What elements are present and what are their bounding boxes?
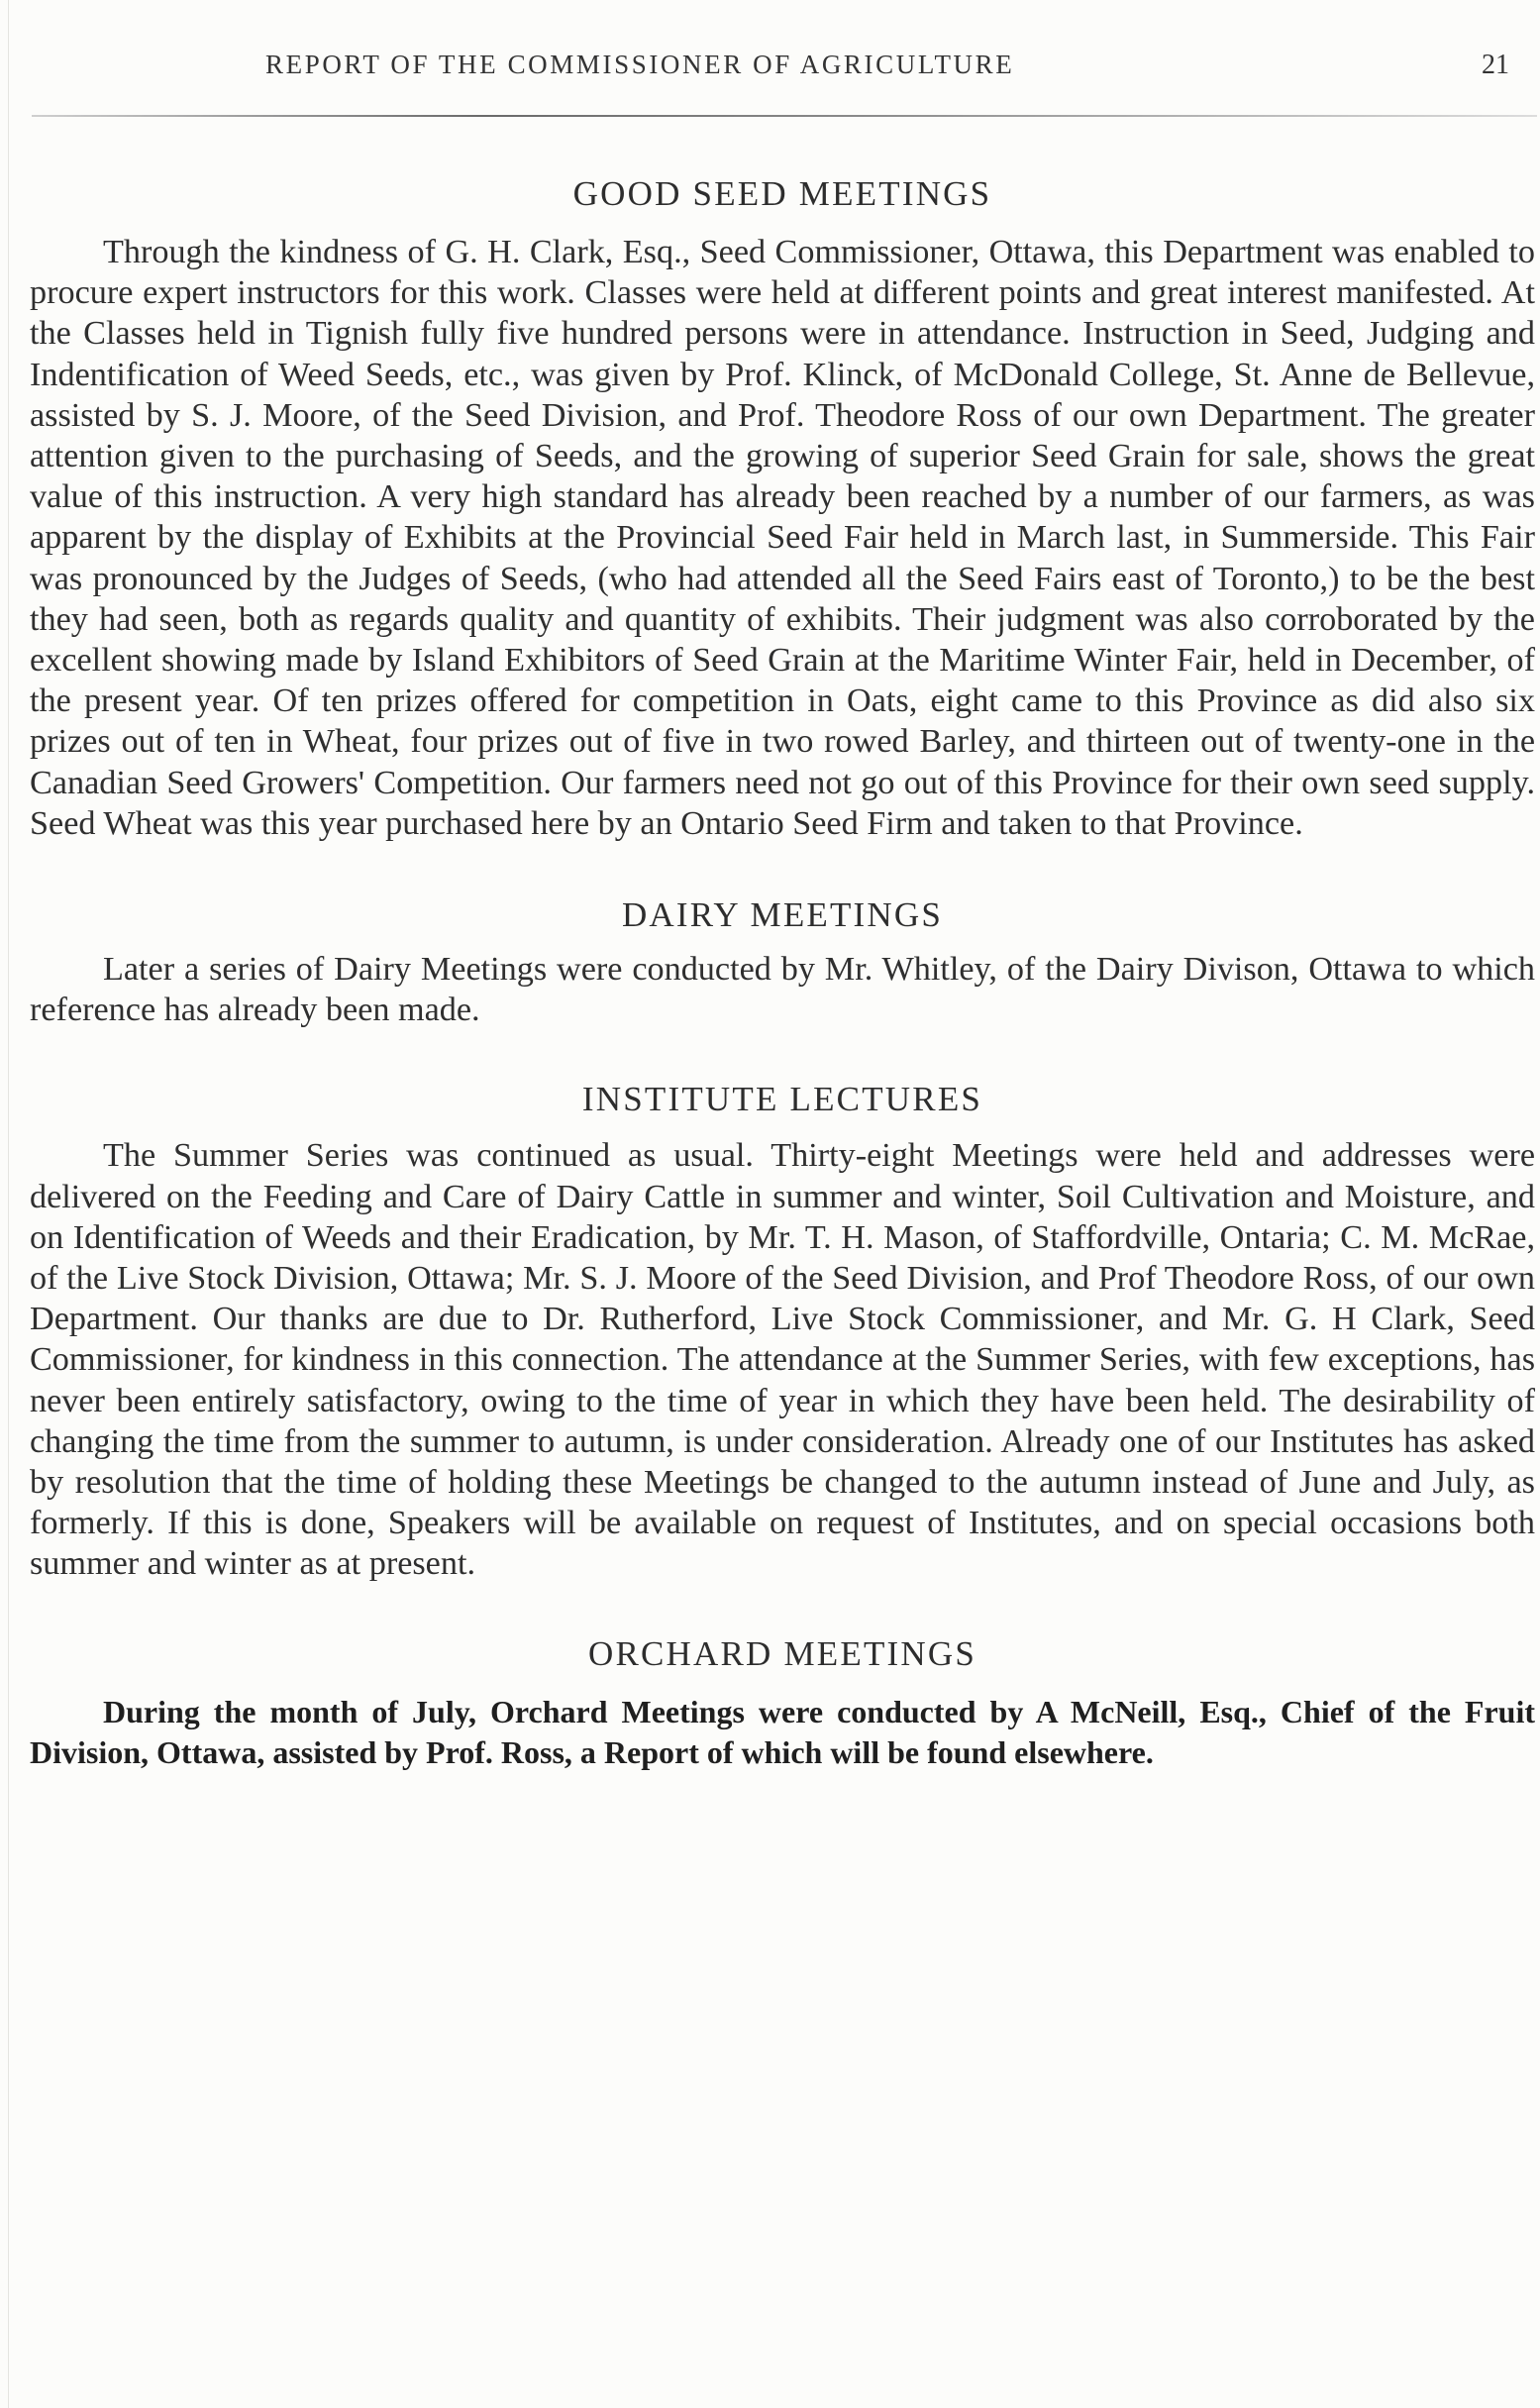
page-edge-line [8, 0, 9, 2408]
page-content [30, 158, 1535, 1773]
section-heading: GOOD SEED MEETINGS [572, 174, 992, 213]
section-heading: DAIRY MEETINGS [621, 895, 944, 935]
section-body: During the month of July, Orchard Meetings were conducted by A McNeill, Esq., Chief of the Fruit Division, Ottawa, assisted by Prof. Ross, a Report of which will be found elsewhere. [30, 1693, 1535, 1770]
header-divider [32, 115, 1537, 117]
section-heading: INSTITUTE LECTURES [581, 1080, 983, 1119]
section-body: Later a series of Dairy Meetings were conducted by Mr. Whitley, of the Dairy Divison, Ottawa to which reference has already been made. [30, 951, 1535, 1029]
running-head [0, 50, 1540, 89]
section-good-seed-meetings [30, 170, 1535, 844]
page-number: 21 [1482, 50, 1509, 80]
running-head-title: REPORT OF THE COMMISSIONER OF AGRICULTURE [265, 50, 1015, 79]
section-body: Through the kindness of G. H. Clark, Esq., Seed Commissioner, Ottawa, this Department was enabled to procure expert instructors for this work. Classes were held at different points and great interest manifested. At the Classes held in Tignish fully five hundred persons were in attendance. Instruction in Seed, Judging and Indentification of Weed Seeds, etc., was given by Prof. Klinck, of McDonald College, St. Anne de Bellevue, assisted by S. J. Moore, of the Seed Division, and Prof. Theodore Ross of our own Department. The greater attention given to the purchasing of Seeds, and the growing of superior Seed Grain for sale, shows the great value of this instruction. A very high standard has already been reached by a number of our farmers, as was apparent by the display of Exhibits at the Provincial Seed Fair held in March last, in Summerside. This Fair was pronounced by the Judges of Seeds, (who had attended all the Seed Fairs east of Toronto,) to be the best they had seen, both as regards quality and quantity of exhibits. Their judgment was also corroborated by the excellent showing made by Island Exhibitors of Seed Grain at the Maritime Winter Fair, held in December, of the present year. Of ten prizes offered for competition in Oats, eight came to this Province as did also six prizes out of ten in Wheat, four prizes out of five in two rowed Barley, and thirteen out of twenty-one in the Canadian Seed Growers' Competition. Our farmers need not go out of this Province for their own seed supply. Seed Wheat was this year purchased here by an Ontario Seed Firm and taken to that Province. [30, 234, 1535, 842]
section-dairy-meetings [30, 891, 1535, 1030]
section-body: The Summer Series was continued as usual. Thirty-eight Meetings were held and addresses were delivered on the Feeding and Care of Dairy Cattle in summer and winter, Soil Cultivation and Moisture, and on Identification of Weeds and their Eradication, by Mr. T. H. Mason, of Staffordville, Ontaria; C. M. McRae, of the Live Stock Division, Ottawa; Mr. S. J. Moore of the Seed Division, and Prof Theodore Ross, of our own Department. Our thanks are due to Dr. Rutherford, Live Stock Commissioner, and Mr. G. H Clark, Seed Commissioner, for kindness in this connection. The attendance at the Summer Series, with few exceptions, has never been entirely satisfactory, owing to the time of year in which they have been held. The desirability of changing the time from the summer to autumn, is under consideration. Already one of our Institutes has asked by resolution that the time of holding these Meetings be changed to the autumn instead of June and July, as formerly. If this is done, Speakers will be available on request of Institutes, and on special occasions both summer and winter as at present. [30, 1137, 1535, 1583]
section-orchard-meetings [30, 1630, 1535, 1773]
section-institute-lectures [30, 1076, 1535, 1584]
section-heading: ORCHARD MEETINGS [587, 1633, 977, 1673]
